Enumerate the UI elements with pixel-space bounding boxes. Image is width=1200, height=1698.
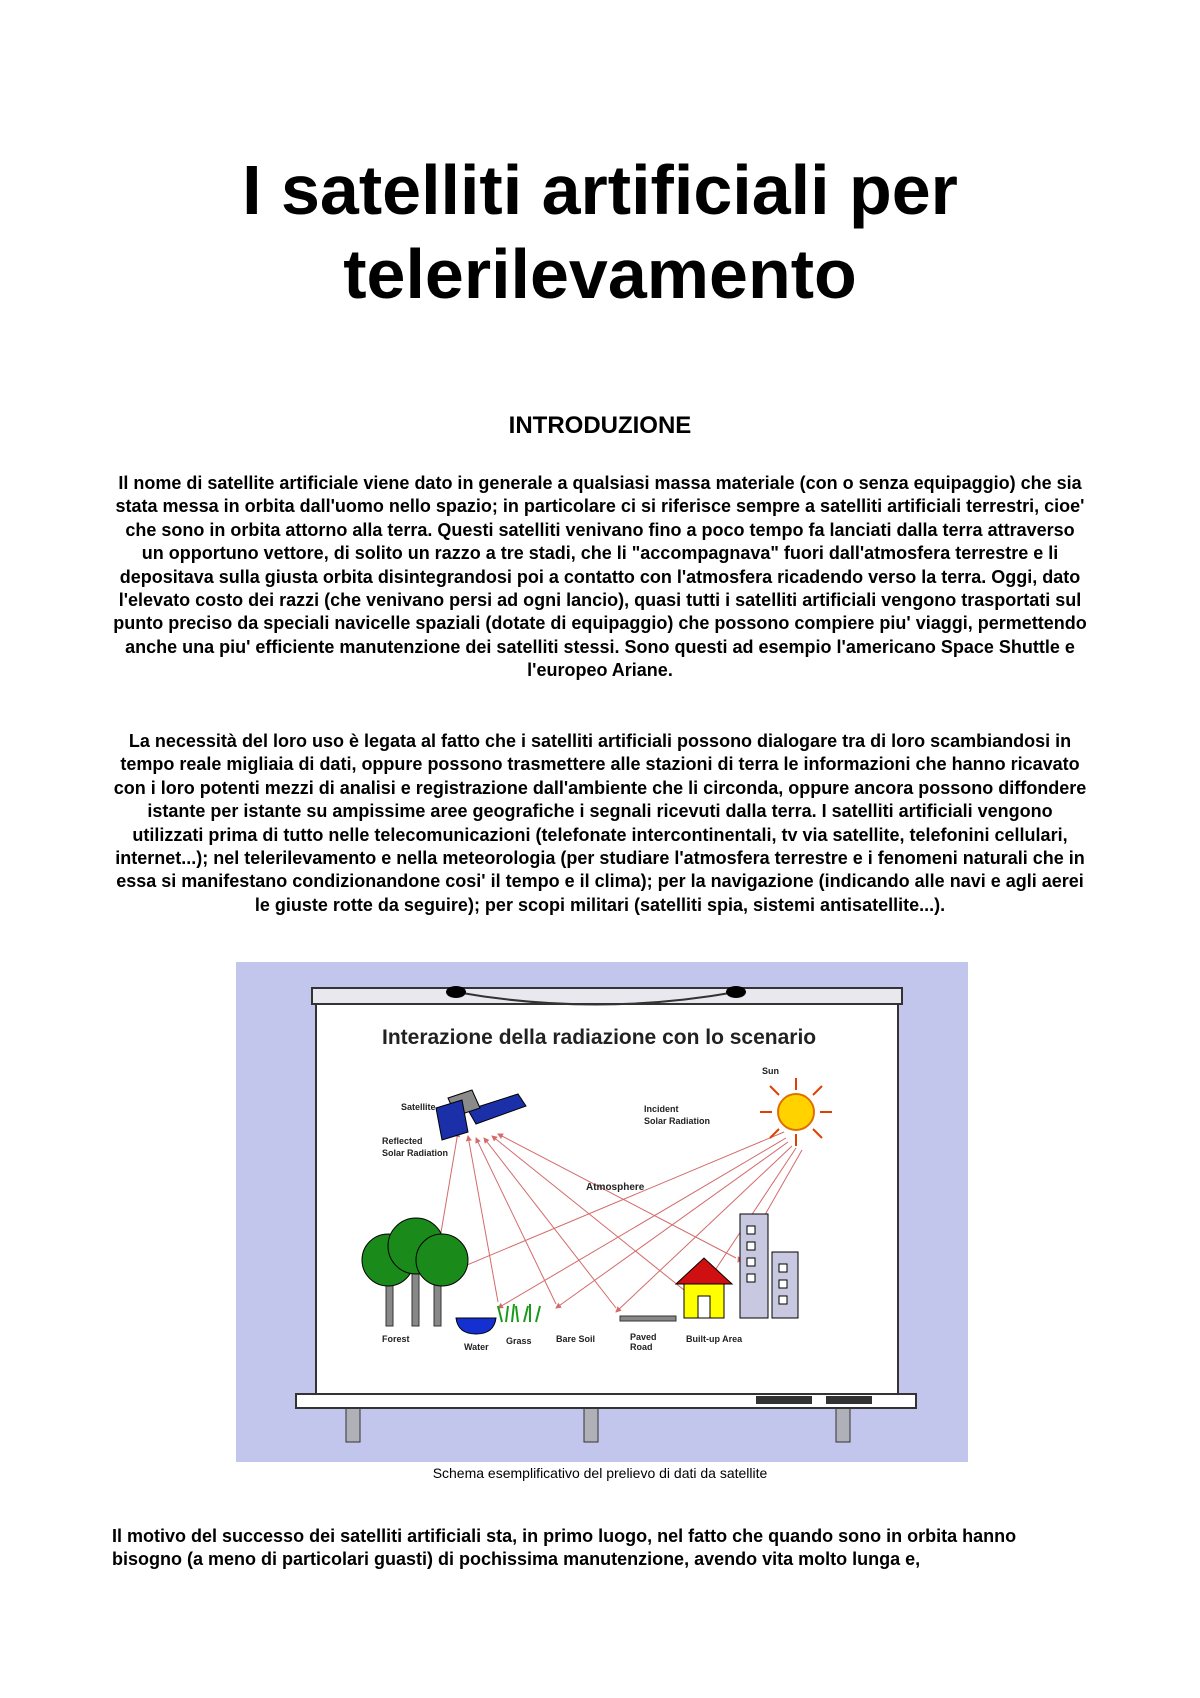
label-paved-1: Paved [630, 1332, 657, 1342]
diagram-svg [236, 962, 968, 1462]
board-top-bar [312, 988, 902, 1004]
label-atmosphere: Atmosphere [586, 1182, 645, 1193]
building-tall-icon [740, 1214, 768, 1318]
marker-2 [826, 1396, 872, 1404]
clip-left [446, 986, 466, 998]
board-tray [296, 1394, 916, 1408]
paved-road-icon [620, 1316, 676, 1321]
label-sun: Sun [762, 1066, 779, 1076]
label-reflected-2: Solar Radiation [382, 1148, 449, 1158]
label-incident-1: Incident [644, 1104, 679, 1114]
label-reflected-1: Reflected [382, 1136, 423, 1146]
label-water: Water [464, 1342, 489, 1352]
clip-right [726, 986, 746, 998]
label-forest: Forest [382, 1334, 410, 1344]
figure-radiation-diagram [236, 962, 968, 1462]
title-line-1: I satelliti artificiali per [242, 151, 958, 229]
label-builtup: Built-up Area [686, 1334, 743, 1344]
page-title [0, 148, 1200, 316]
paragraph-intro-2: La necessità del loro uso è legata al fatto che i satelliti artificiali possono dialogare tra di loro scambiandosi in tempo reale migliaia di dati, oppure possono trasmettere alle stazioni di terra le informazioni che hanno ricavato con i loro potenti mezzi di analisi e registrazione dall'ambiente che li circonda, oppure ancora possono diffondere istante per istante su ampissime aree geografiche i segnali ricevuti dalla terra. I satelliti artificiali vengono utilizzati prima di tutto nelle telecomunicazioni (telefonate intercontinentali, tv via satellite, telefonini cellulari, internet...); nel telerilevamento e nella meteorologia (per studiare l'atmosfera terrestre e i fenomeni naturali che in essa si manifestano condizionandone cosi' il tempo e il clima); per la navigazione (indicando alle navi e agli aerei le giuste rotte da seguire); per scopi militari (satelliti spia, sistemi antisatellite...). [113, 731, 1087, 915]
building-short-icon [772, 1252, 798, 1318]
label-bare-soil: Bare Soil [556, 1334, 596, 1344]
marker-1 [756, 1396, 812, 1404]
label-paved-2: Road [630, 1342, 653, 1352]
label-incident-2: Solar Radiation [644, 1116, 711, 1126]
paragraph-intro-1: Il nome di satellite artificiale viene dato in generale a qualsiasi massa materiale (con o senza equipaggio) che sia stata messa in orbita dall'uomo nello spazio; in particolare ci si riferisce sempre a satelliti artificiali terrestri, cioe' che sono in orbita attorno alla terra. Questi satelliti venivano fino a poco tempo fa lanciati dalla terra attraverso un opportuno vettore, di solito un razzo a tre stadi, che li "accompagnava" fuori dall'atmosfera terrestre e li depositava sulla giusta orbita disintegrandosi poi a contatto con l'atmosfera ricadendo verso la terra. Oggi, dato l'elevato costo dei razzi (che venivano persi ad ogni lancio), quasi tutti i satelliti artificiali vengono trasportati sul punto preciso da speciali navicelle spaziali (dotate di equipaggio) che possono compiere piu' viaggi, permettendo anche una piu' efficiente manutenzione dei satelliti stessi. Sono questi ad esempio l'americano Space Shuttle e l'europeo Ariane. [113, 473, 1087, 681]
board-title: Interazione della radiazione con lo scenario [382, 1026, 817, 1049]
sun-icon [760, 1078, 832, 1146]
title-line-2: telerilevamento [343, 235, 857, 313]
figure-caption: Schema esemplificativo del prelievo di dati da satellite [432, 1465, 768, 1481]
label-satellite: Satellite [401, 1102, 436, 1112]
label-grass: Grass [506, 1336, 532, 1346]
paragraph-3: Il motivo del successo dei satelliti artificiali sta, in primo luogo, nel fatto che quando sono in orbita hanno bisogno (a meno di particolari guasti) di pochissima manutenzione, avendo vita molto lunga e, [112, 1526, 1017, 1570]
section-heading-introduzione: INTRODUZIONE [508, 412, 692, 439]
